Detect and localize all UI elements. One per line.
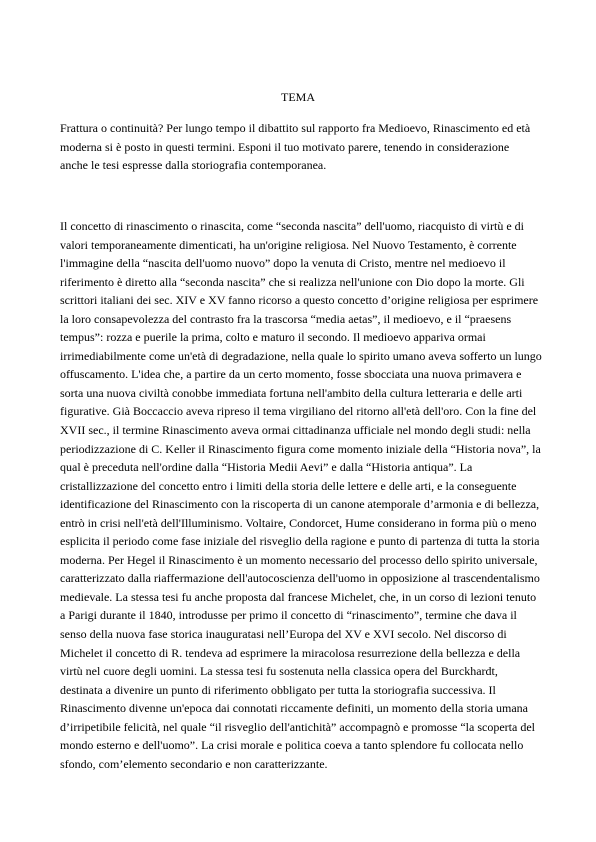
- essay-prompt: Frattura o continuità? Per lungo tempo il dibattito sul rapporto fra Medioevo, Rinascimento ed età moderna si è posto in questi termini. Esponi il tuo motivato parere, tenendo in considerazione anche le tesi espresse dalla storiografia contemporanea.: [60, 121, 531, 172]
- essay-body: Il concetto di rinascimento o rinascita, come “seconda nascita” dell'uomo, riacquisto di virtù e di valori temporaneamente dimenticati, ha un'origine religiosa. Nel Nuovo Testamento, è corrente l'immagine della “nascita dell'uomo nuovo” dopo la venuta di Cristo, mentre nel medioevo il riferimento è diretto alla “seconda nascita” che si realizza nell'unione con Dio dopo la morte. Gli scrittori italiani dei sec. XIV e XV fanno ricorso a questo concetto d’origine religiosa per esprimere la loro consapevolezza del contrasto fra la trascorsa “media aetas”, il medioevo, e il “praesens tempus”: rozza e puerile la prima, colto e maturo il secondo. Il medioevo appariva ormai irrimediabilmente come un'età di degradazione, nella quale lo spirito umano aveva sofferto un lungo offuscamento. L'idea che, a partire da un certo momento, fosse sbocciata una nuova primavera e sorta una nuova civiltà conobbe immediata fortuna nell'ambito della cultura letteraria e delle arti figurative. Già Boccaccio aveva ripreso il tema virgiliano del ritorno all'età dell'oro. Con la fine del XVII sec., il termine Rinascimento aveva ormai cittadinanza ufficiale nel mondo degli studi: nella periodizzazione di C. Keller il Rinascimento figura come momento iniziale della “Historia nova”, la qual è preceduta nell'ordine dalla “Historia Medii Aevi” e dalla “Historia antiqua”. La cristallizzazione del concetto entro i limiti della storia delle lettere e delle arti, e la conseguente identificazione del Rinascimento con la riscoperta di un canone atemporale d’armonia e di bellezza, entrò in crisi nell'età dell'Illuminismo. Voltaire, Condorcet, Hume considerano in forma più o meno esplicita il periodo come fase iniziale del risveglio della ragione e punto di partenza di tutta la storia moderna. Per Hegel il Rinascimento è un momento necessario del processo dello spirito universale, caratterizzato dalla riaffermazione dell'autocoscienza dell'uomo in opposizione al trascendentalismo medievale. La stessa tesi fu anche proposta dal francese Michelet, che, in un corso di lezioni tenuto a Parigi durante il 1840, introdusse per primo il concetto di “rinascimento”, termine che dava il senso della nuova fase storica inauguratasi nell’Europa del XV e XVI secolo. Nel discorso di Michelet il concetto di R. tendeva ad esprimere la miracolosa resurrezione della bellezza e della virtù nel cuore degli uomini. La stessa tesi fu sostenuta nella classica opera del Burckhardt, destinata a divenire un punto di riferimento obbligato per tutta la storiografia successiva. Il Rinascimento divenne un'epoca dai connotati riccamente definiti, un momento della storia umana d’irripetibile felicità, nel quale “il risveglio dell'antichità” accompagnò e promosse “la scoperta del mondo esterno e dell'uomo”. La crisi morale e politica coeva a tanto splendore fu collocata nello sfondo, com’elemento secondario e non caratterizzante.: [60, 219, 542, 771]
- document-title: TEMA: [281, 90, 315, 104]
